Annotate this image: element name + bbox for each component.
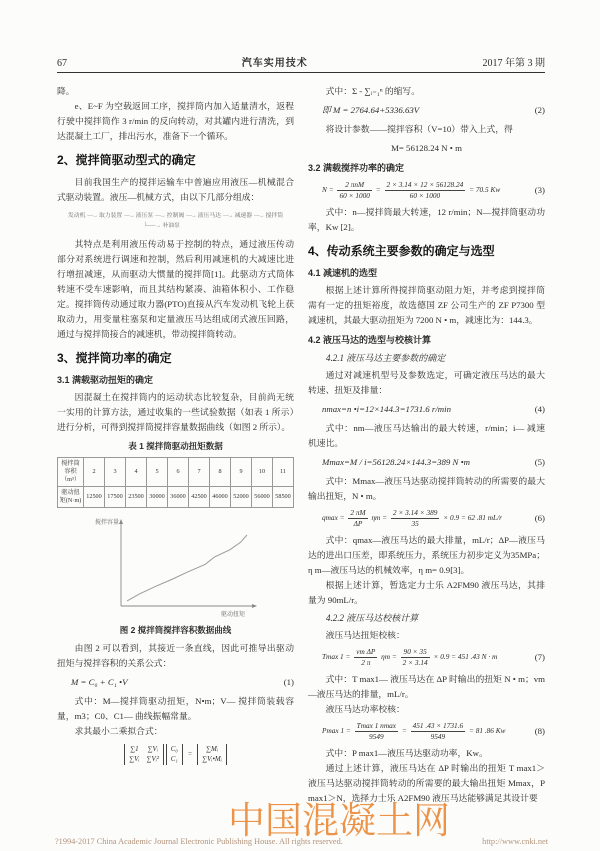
- section31-paragraph: 因混凝土在搅拌筒内的运动状态比较复杂，目前尚无统一实用的计算方法，通过收集的一些试验数据（如表 1 所示）进行分析，可得到搅拌筒搅拌容量数据曲线（如图 2 所示）。: [57, 392, 294, 432]
- cnki-url: http://www.cnki.net: [482, 837, 548, 846]
- section41-heading: 4.1 减速机的选型: [308, 268, 378, 278]
- matrix-cell: ∑Mᵢ: [206, 745, 218, 753]
- matrix-cell: ∑Vᵢ²: [146, 755, 159, 763]
- equation-6-lhs: qmax =: [322, 513, 345, 523]
- sigma-abbreviation-note: 式中：Σ - ∑ᵢ₌₁ⁿ 的缩写。: [325, 86, 421, 96]
- page-header: [57, 54, 545, 73]
- paragraph-fragment: 降。: [57, 86, 75, 96]
- equation-3-number: (3): [534, 185, 545, 195]
- equation-3-body: [308, 180, 529, 201]
- figure2-chart: [81, 513, 271, 619]
- equation-7-body: [308, 647, 529, 668]
- table-cell: 56000: [252, 487, 273, 508]
- table-cell: 30000: [147, 487, 168, 508]
- equation-7-number: (7): [534, 652, 545, 662]
- section42-heading: 4.2 液压马达的选型与校核计算: [308, 335, 432, 345]
- equation-5: [308, 455, 545, 470]
- section421-paragraph: 通过对减速机型号及参数选定，可确定液压马达的最大转速、扭矩及排量：: [308, 370, 545, 395]
- arrow-icon: [123, 212, 135, 221]
- table1-caption: 表 1 搅拌筒驱动扭矩数据: [128, 441, 223, 451]
- section422-heading: 4.2.2 液压马达校核计算: [326, 613, 419, 623]
- flow-node-pto: 取力装置: [99, 213, 123, 219]
- arrow-icon: [154, 212, 166, 221]
- matrix-cell: ∑Vᵢ•Mᵢ: [202, 755, 222, 763]
- table-cell: 9: [231, 458, 252, 487]
- equation-6-mid: ηm =: [371, 513, 388, 523]
- table-cell: 5: [147, 458, 168, 487]
- equation-4-body: nmax=n •i=12×144.3=1731.6 r/min: [322, 404, 451, 414]
- copyright-text: ?1994-2017 China Academic Journal Electronic Publishing House. All rights reserved.: [55, 837, 343, 846]
- flow-node-charge-pump: 补油泵: [162, 223, 180, 229]
- equation-8-lhs: Pmax 1 =: [322, 726, 351, 736]
- fraction: [348, 508, 367, 529]
- table-cell: 58500: [273, 487, 294, 508]
- fraction-denominator: ΔP: [353, 519, 363, 528]
- section4-heading: 4、传动系统主要参数的确定与选型: [308, 244, 495, 258]
- fraction-denominator: 2 × 3.14: [402, 658, 428, 667]
- equals-sign: =: [375, 185, 381, 195]
- equals-sign: =: [401, 726, 407, 736]
- table1-drive-torque: [57, 457, 294, 508]
- row-header-volume: 搅拌筒容积（m³）: [58, 458, 84, 487]
- fraction-numerator: 2 × 3.14 × 12 × 56128.24: [386, 180, 464, 189]
- equation-2-body: 即 M = 2764.64+5336.63V: [322, 105, 420, 115]
- figure2: [57, 513, 294, 619]
- table-cell: 17500: [105, 487, 126, 508]
- arrow-icon: [86, 212, 98, 221]
- fraction-denominator: 35: [411, 519, 419, 528]
- after-figure-paragraph: 由图 2 可以看到，其接近一条直线，因此可推导出驱动扭矩与搅拌容积的关系公式：: [57, 643, 294, 668]
- power-check-label: 液压马达功率校核：: [325, 704, 405, 714]
- table-cell: 8: [210, 458, 231, 487]
- arrow-icon: [222, 212, 234, 221]
- equation-1-body: M = C₀ + C₁ •V: [71, 677, 128, 687]
- table-cell: 23500: [126, 487, 147, 508]
- section32-heading: 3.2 满载搅拌功率的确定: [308, 163, 405, 173]
- right-column: [308, 84, 545, 806]
- row-header-torque: 驱动扭矩(N·m): [58, 487, 84, 508]
- fraction-numerator: 2 × 3.14 × 389: [392, 508, 438, 517]
- equation-1-number: (1): [283, 677, 294, 687]
- x-axis-arrow-icon: [252, 604, 257, 608]
- table-cell: 46000: [210, 487, 231, 508]
- equation-7-mid: ηm =: [381, 652, 397, 662]
- fraction-denominator: 2 π: [361, 658, 371, 667]
- section2-body: 其特点是利用液压传动易于控制的特点，通过液压传动部分对系统进行调速和控制，然后利用减速机的大减速比进行增扭减速，从而驱动大惯量的搅拌筒[1]。此驱动方式筒体转速不受车速影响，而且其结构紧凑、油箱体积小、工作稳定。搅拌筒传动通过取力器(PTO)直接从汽车发动机飞轮上获取动力，用变量柱塞泵和定量液压马达组成闭式液压回路，通过与搅拌筒接合的减速机，带动搅拌筒转动。: [57, 239, 294, 339]
- fraction-denominator: 9549: [430, 732, 446, 741]
- equation-7-note: 式中：T max1— 液压马达在 ΔP 时输出的扭矩 N • m；vm—液压马达的排量，mL/r。: [308, 674, 545, 699]
- equation-3-result: = 70.5 Kw: [469, 185, 501, 195]
- equation-2-number: (2): [534, 105, 545, 115]
- fraction-numerator: vm ΔP: [356, 647, 376, 656]
- section2-intro: 目前我国生产的搅拌运输车中普遍应用液压—机械混合式驱动装置。液压—机械方式，由以下几部分组成：: [57, 177, 294, 202]
- flow-node-drum: 搅拌筒: [265, 213, 283, 219]
- motor-selection-paragraph: 根据上述计算，暂选定力士乐 A2FM90 液压马达，其排量为 90mL/r。: [308, 580, 545, 605]
- flow-branch-row: [57, 222, 294, 231]
- flow-node-pump: 液压泵: [135, 213, 154, 219]
- drive-flow-diagram: [57, 212, 294, 231]
- least-squares-matrix-equation: [57, 744, 294, 765]
- fraction: [354, 647, 377, 668]
- equation-4-note: 式中：nm—液压马达输出的最大转速，r/min；i— 减速机速比。: [308, 423, 545, 448]
- fraction-denominator: 60 × 1000: [409, 191, 441, 200]
- equation-2-after: 将设计参数——搅拌容积（V=10）带入上式，得: [325, 124, 513, 134]
- fraction-numerator: Tmax 1 nmax: [356, 721, 396, 730]
- equation-8-note: 式中：P max1—液压马达驱动功率，Kw。: [325, 748, 488, 758]
- equation-3: [308, 180, 545, 201]
- fraction-numerator: 451 .43 × 1731.6: [412, 721, 464, 730]
- figure2-curve: [127, 535, 247, 601]
- fraction: [411, 721, 466, 742]
- equation-6-note: 式中：qmax—液压马达的最大排量，mL/r；ΔP—液压马达的进出口压差，即系统压力，系统压力初步定义为35MPa；η m—液压马达的机械效率，η m= 0.9[3]。: [308, 535, 545, 575]
- fraction: [337, 180, 371, 201]
- equation-5-body: Mmax=M / i=56128.24×144.3=389 N •m: [322, 457, 471, 467]
- equals-sign: =: [187, 750, 193, 759]
- figure2-caption: 图 2 搅拌筒搅拌容积数据曲线: [119, 625, 232, 635]
- figure2-y-label: 搅拌容量: [94, 520, 119, 526]
- fraction: [385, 180, 466, 201]
- table-cell: 2: [84, 458, 105, 487]
- paragraph-return-trip: e、E~F 为空载返回工序，搅拌筒内加入适量清水，返程行驶中搅拌筒作 3 r/min 的反向转动，对其罐内进行清洗，到达混凝土工厂，排出污水，准备下一个循环。: [57, 101, 294, 141]
- least-squares-intro: 求其最小二乘拟合式：: [74, 726, 163, 736]
- flow-node-motor: 液压马达: [197, 213, 221, 219]
- torque-check-label: 液压马达扭矩校核：: [325, 630, 405, 640]
- unknown-vector: [166, 744, 183, 765]
- table-cell: 11: [273, 458, 294, 487]
- equation-5-number: (5): [534, 457, 545, 467]
- fraction-denominator: 9549: [369, 732, 384, 741]
- equation-6-number: (6): [534, 513, 545, 523]
- equation-1-note: 式中：M—搅拌筒驱动扭矩，N•m；V— 搅拌筒装载容量，m3；C0、C1— 曲线振幅常量。: [57, 696, 294, 721]
- fraction: [401, 647, 430, 668]
- site-watermark: 中国混凝土网: [228, 800, 450, 841]
- equation-2-result: [308, 141, 545, 156]
- fraction-numerator: 2 πM: [350, 508, 366, 517]
- equation-6-result: × 0.9 = 62 .81 mL/r: [443, 513, 502, 523]
- equation-8-body: [308, 721, 529, 742]
- arrow-icon: [185, 212, 197, 221]
- fraction: [391, 508, 440, 529]
- left-column: [57, 84, 294, 806]
- table-cell: 12500: [84, 487, 105, 508]
- equation-1: [57, 675, 294, 690]
- branch-connector-icon: [143, 223, 163, 229]
- page-number: 67: [57, 58, 67, 69]
- journal-title: 汽车实用技术: [241, 58, 308, 69]
- matrix-cell: ∑Vᵢ: [147, 745, 158, 753]
- flow-node-reducer: 减速器: [234, 213, 252, 219]
- coefficient-matrix: [124, 744, 164, 765]
- table-cell: 42500: [189, 487, 210, 508]
- table-cell: 36000: [168, 487, 189, 508]
- equation-2: [308, 103, 545, 118]
- matrix-cell: ∑1: [130, 745, 139, 753]
- closing-paragraph: 通过上述计算，液压马达在 ΔP 时输出的扭矩 T max1＞液压马达驱动搅拌筒转动的所需要的最大输出扭矩 Mmax，P max1＞N，选择力士乐 A2FM90 液压马达能够满足其设计要: [308, 763, 545, 803]
- equation-7-result: × 0.9 = 451 .43 N · m: [433, 652, 498, 662]
- matrix-cell: C₁: [170, 755, 178, 763]
- section3-heading: 3、搅拌筒功率的确定: [57, 351, 172, 365]
- figure2-x-label: 驱动扭矩: [220, 612, 245, 618]
- section31-heading: 3.1 满载驱动扭矩的确定: [57, 375, 154, 385]
- table-cell: 7: [189, 458, 210, 487]
- matrix-cell: ∑Vᵢ: [129, 755, 140, 763]
- table-cell: 52000: [231, 487, 252, 508]
- equation-5-note: 式中：Mmax—液压马达驱动搅拌筒转动的所需要的最大输出扭矩，N • m。: [308, 476, 545, 501]
- two-column-body: [57, 84, 545, 806]
- table-cell: 10: [252, 458, 273, 487]
- equation-4: [308, 402, 545, 417]
- equation-7-lhs: Tmax 1 =: [322, 652, 351, 662]
- table-row: [58, 487, 294, 508]
- result-vector: [197, 744, 227, 765]
- flow-node-valve: 控制阀: [166, 213, 185, 219]
- table-cell: 3: [105, 458, 126, 487]
- copyright-footer: [55, 837, 548, 846]
- equation-3-note: 式中：n—搅拌筒最大转速，12 r/min；N—搅拌筒驱动功率，Kw [2]。: [308, 207, 545, 232]
- equation-6: [308, 508, 545, 529]
- section41-paragraph: 根据上述计算所得搅拌筒驱动阻力矩，并考虑到搅拌筒需有一定的扭矩裕度，故选德国 ZF 公司生产的 ZF P7300 型减速机，其最大驱动扭矩为 7200 N • m，减速比为：144.3。: [308, 285, 545, 325]
- fraction-numerator: 2 πnM: [337, 180, 371, 191]
- issue-label: 2017 年第 3 期: [482, 58, 545, 69]
- fraction-numerator: 90 × 35: [401, 647, 430, 658]
- equation-6-body: [308, 508, 529, 529]
- equation-2-result-body: M= 56128.24 N • m: [391, 143, 462, 153]
- table-cell: 6: [168, 458, 189, 487]
- equation-8-result: = 81 .86 Kw: [468, 726, 506, 736]
- flow-main-row: [57, 212, 294, 221]
- equation-7: [308, 647, 545, 668]
- section2-heading: 2、搅拌筒驱动型式的确定: [57, 153, 196, 167]
- arrow-icon: [253, 212, 265, 221]
- y-axis-arrow-icon: [119, 519, 123, 524]
- table-row: [58, 458, 294, 487]
- equation-3-lhs: N =: [322, 185, 334, 195]
- equation-4-number: (4): [534, 404, 545, 414]
- equation-8: [308, 721, 545, 742]
- section421-heading: 4.2.1 液压马达主要参数的确定: [326, 353, 446, 363]
- table-cell: 4: [126, 458, 147, 487]
- matrix-cell: C₀: [170, 745, 178, 753]
- flow-node-engine: 发动机: [68, 213, 86, 219]
- equation-8-number: (8): [534, 726, 545, 736]
- fraction-denominator: 60 × 1000: [339, 191, 370, 200]
- fraction: [355, 721, 398, 742]
